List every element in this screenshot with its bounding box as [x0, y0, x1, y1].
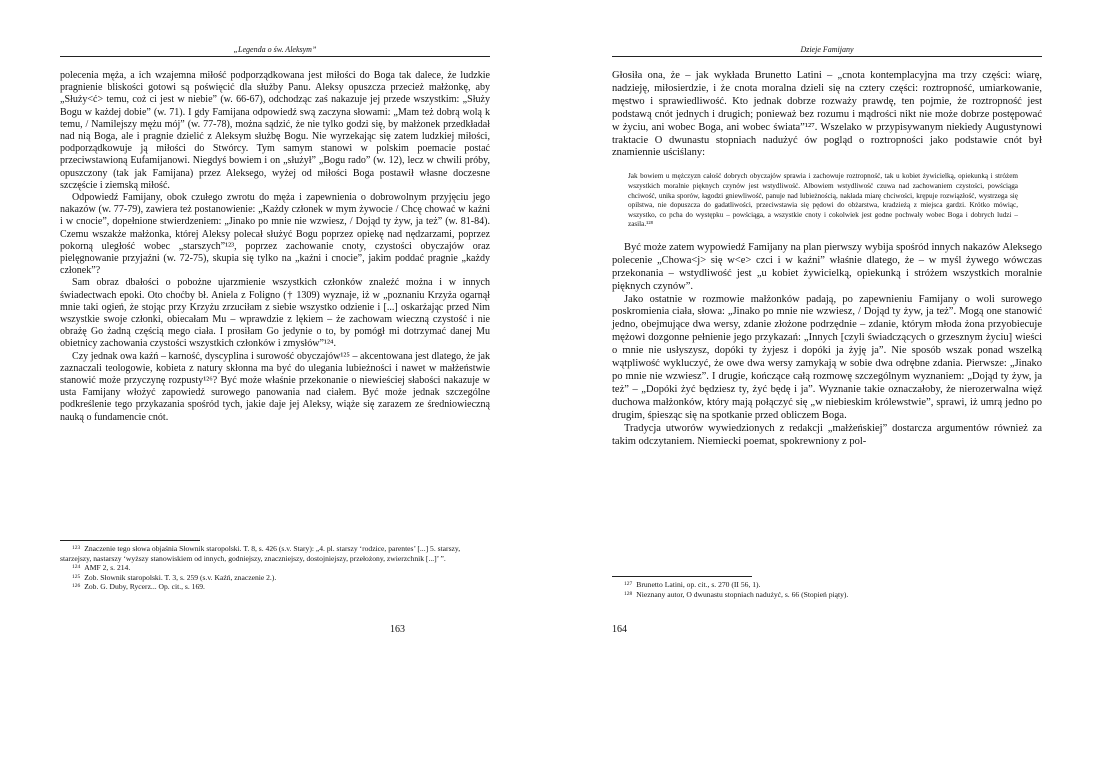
- paragraph: Sam obraz dbałości o pobożne ujarzmienie wszystkich członków znaleźć można i w innych świadectwach epoki. Oto choćby bł. Aniela z Foligno († 1309) wyznaje, iż w „poznaniu Krzyża ogarnął mnie taki ogień, że stojąc przy Krzyżu zrzuciłam z siebie wszystko odzienie i [...] oskarżając przed Nim wszystkie swoje członki, obiecałam Mu – wprawdzie z lękiem – że zachowam wieczną czystość i nie obrażę Go żadną częścią mego ciała. I prosiłam Go jedynie o to, by pomógł mi dotrzymać danej Mu obietnicy zachowania czystości wszystkich członków i zmysłów”¹²⁴.: [60, 277, 490, 350]
- right-body-text: [612, 70, 1042, 448]
- paragraph: polecenia męża, a ich wzajemna miłość podporządkowana jest miłości do Boga tak dalece, że ludzkie pragnienie bliskości gotowi są poświęcić dla służby Panu. Aleksy opuszcza przecież małżonkę, aby „Służy<ć> temu, coż ci jest w niebie” (w. 66-67), odchodząc zaś nakazuje jej przede wszystkim: „Służy Bogu w każdej dobie” (w. 71). I gdy Famijana odpowiedź swą zaczyna słowami: „Mam też dobrą wolą k temu, / Namilejszy mężu mój” (w. 77-78), można sądzić, że nie tylko godzi się, by małżonek przedkładał nad nią Boga, ale i pragnie dzielić z Aleksym służbę Bogu. Nie wyrzekając się zatem ludzkiej miłości, podporządkowuje ją miłości do Stwórcy. Tym samym stanowi w polskim poemacie postać przeciwstawioną Eufamijanowi. Niegdyś bowiem i on „służył” „Bogu rado” (w. 12), lecz w chwili próby, opuszczony (tak jak Famijana) przez Aleksego, wyżej od miłości Boga postawił własne doczesne szczęście i ziemską miłość.: [60, 70, 490, 191]
- right-page: [612, 0, 1042, 777]
- footnote-text: Nieznany autor, O dwunastu stopniach nadużyć, s. 66 (Stopień piąty).: [636, 589, 849, 599]
- footnote-number: 123: [72, 545, 81, 551]
- paragraph: Być może zatem wypowiedź Famijany na plan pierwszy wybija spośród innych nakazów Aleksego polecenie „Chowa<j> się w<e> czci i w kaźni” właśnie dlatego, że – w myśl żywego wówczas przekonania – wstydliwość jest „u kobiet żywicielką, opiekunką i stróżem wszystkich moralnie pięknych czynów”.: [612, 241, 1042, 292]
- running-head-left: „Legenda o św. Aleksym”: [60, 45, 490, 57]
- footnote-text: Brunetto Latini, op. cit., s. 270 (II 56, 1).: [636, 580, 761, 589]
- footnotes-right: [612, 576, 1042, 599]
- footnote: [612, 590, 1042, 600]
- paragraph: Głosiła ona, że – jak wykłada Brunetto Latini – „cnota kontemplacyjna ma trzy części: wiarę, nadzieję, miłosierdzie, i że cnota moralna dzieli się na cztery części: roztropność, umiarkowanie, męstwo i sprawiedliwość. Kto jednak dobrze rozważy prawdę, ten pojmie, że roztropność jest podstawą cnót jednych i drugich; ponieważ bez rozumu i mądrości nikt nie może dobrze postępować w życiu, ani wobec Boga, ani wobec świata”¹²⁷. Wszelako w przypisywanym niekiedy Augustynowi traktacie O dwunastu stopniach nadużyć ów pogląd o roztropności jako podstawie cnót był znamiennie uściślany:: [612, 70, 1042, 159]
- footnote-text: Znaczenie tego słowa objaśnia Słownik staropolski. T. 8, s. 426 (s.v. Stary): „4. pl. starszy ‘rodzice, parentes’ [...] 5. starszy, starzejszy, nastarszy ‘wyższy stanowiskiem od innych, godniejszy, znaczniejszy, dostojniejszy, przełożony, zwierzchnik [...]’ ”.: [60, 544, 461, 563]
- footnote: [60, 563, 490, 573]
- paragraph: Tradycja utworów wywiedzionych z redakcji „małżeńskiej” dostarcza argumentów również za takim odczytaniem. Niemiecki poemat, spokrewniony z pol-: [612, 422, 1042, 447]
- footnote: [60, 582, 490, 592]
- footnote-rule: [612, 576, 752, 577]
- footnote: [60, 573, 490, 583]
- footnote: [612, 580, 1042, 590]
- footnote-text: AMF 2, s. 214.: [84, 563, 131, 572]
- block-quote: Jak bowiem u mężczyzn całość dobrych obyczajów sprawia i zachowuje roztropność, tak u kobiet żywicielką, opiekunką i stróżem wszystkich moralnie pięknych czynów jest wstydliwość. Albowiem wstydliwość czuwa nad zachowaniem czystości, powściąga chciwość, unika sporów, łagodzi gniewliwość, panuje nad lubieżnością, nakłada miarę chciwości, krępuje rozwiązłość, wystrzega się opilstwa, nie dopuszcza do gadatliwości, przeciwstawia się pędowi do obżarstwa, kradzieżą z miejsca gardzi. Krótko mówiąc, wszystko, co pcha do występku – powściąga, a wszystkie cnoty i cokolwiek jest godne pochwały wobec Boga i dobrych ludzi – zasila.¹²⁸: [628, 172, 1018, 229]
- footnote-rule: [60, 540, 200, 541]
- page-number-left: 163: [390, 624, 405, 635]
- page-number-right: 164: [612, 624, 627, 635]
- running-head-right: Dzieje Famijany: [612, 45, 1042, 57]
- footnote-number: 125: [72, 573, 81, 580]
- footnote-number: 128: [624, 590, 633, 597]
- footnote-number: 127: [624, 581, 633, 587]
- footnote-number: 126: [72, 583, 81, 589]
- footnote-text: Zob. Słownik staropolski. T. 3, s. 259 (s.v. Kaźń, znaczenie 2.).: [84, 572, 277, 582]
- footnote-text: Zob. G. Duby, Rycerz... Op. cit., s. 169.: [84, 582, 205, 591]
- paragraph: Odpowiedź Famijany, obok czułego zwrotu do męża i zapewnienia o dobrowolnym przyjęciu jego nakazów (w. 77-79), zawiera też postanowienie: „Każdy członek w mym żywocie / Chcę chować w kaźni i w cnocie”, dopełnione stwierdzeniem: „Jinako po mnie nie wzwiesz, / Dojąd ty żyw, ja też” (w. 81-84). Czemu wszakże małżonka, której Aleksy polecał służyć Bogu poprzez opiekę nad nędzarzami, poprzez pokorną uległość wobec „starszych”¹²³, poprzez zachowanie cnoty, czystości obyczajów oraz pielęgnowanie przyjaźni (w. 72-75), skupia się tylko na „kaźni i cnocie”, jakim poddać pragnie „każdy członek”?: [60, 192, 490, 277]
- footnotes-left: [60, 540, 490, 592]
- paragraph: Czy jednak owa kaźń – karność, dyscyplina i surowość obyczajów¹²⁵ – akcentowana jest dlatego, że jak zaznaczali teologowie, kobieta z natury skłonna ma być do ulegania lubieżności i nawet w małżeństwie stanowić może przyczynę rozpusty¹²⁶? Być może właśnie przekonanie o niewieściej słabości nakazuje w usta Famijany włożyć zapowiedź surowego panowania nad ciałem. Być może jednak szczególne podkreślenie tego przykazania spośród tych, jakie daje jej Aleksy, wiąże się zarazem ze średniowieczną nauką o fundamencie cnót.: [60, 350, 490, 423]
- left-body-text: [60, 70, 490, 424]
- paragraph: Jako ostatnie w rozmowie małżonków padają, po zapewnieniu Famijany o woli surowego poskromienia ciała, słowa: „Jinako po mnie nie wzwiesz, / Dojąd ty żyw, ja też”. Mogą one stanowić jedno, obejmujące dwa wersy, zdanie złożone podrzędnie – zdanie, którym młoda żona przyobiecuje mężowi dozgonne pełnienie jego przykazań: „Innych [czyli świadczących o grzesznym życiu] wieści o mnie nie usłyszysz, dopóki ty żyjesz i dopóki ja żyję ja”. Nie sposób wszak ponad wszelką wątpliwość wykluczyć, że owe dwa wersy zamykają w sobie dwa odrębne zdania. Pierwsze: „Jinako po mnie nie wzwiesz”. I drugie, kończące całą rozmowę szczególnym wyznaniem: „Dojąd ty żyw, ja też” – „Dopóki żyć będziesz ty, żyć będę i ja”. Wyznanie takie oznaczałoby, że nierozerwalna więź duchowa małżonków, który mają połączyć się „w niebieskim królewstwie”, sprawi, iż umrą jedno po drugim, śpiesząc się na spotkanie przed obliczem Boga.: [612, 293, 1042, 421]
- footnote-number: 124: [72, 564, 81, 570]
- footnote: [60, 544, 490, 563]
- left-page: [60, 0, 490, 777]
